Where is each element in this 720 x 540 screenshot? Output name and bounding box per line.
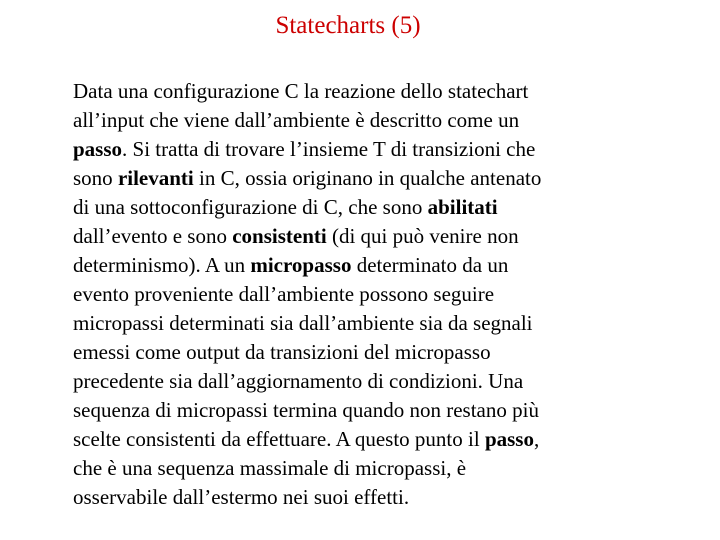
text-segment: (di qui può venire non <box>326 224 519 248</box>
text-segment: micropassi determinati sia dall’ambiente sia da segnali <box>73 311 533 335</box>
text-line <box>73 309 541 338</box>
text-line <box>73 280 541 309</box>
text-line <box>73 338 541 367</box>
text-line <box>73 251 541 280</box>
text-segment: emessi come output da transizioni del micropasso <box>73 340 491 364</box>
bold-term: micropasso <box>250 253 352 277</box>
text-segment: . Si tratta di trovare l’insieme T di transizioni che <box>122 137 536 161</box>
text-segment: , <box>533 427 540 451</box>
text-line <box>73 367 541 396</box>
text-segment: osservabile dall’estermo nei suoi effetti. <box>73 485 410 509</box>
text-line <box>73 396 541 425</box>
bold-term: rilevanti <box>117 166 194 190</box>
text-segment: di una sottoconfigurazione di C, che sono <box>73 195 428 219</box>
text-line <box>73 425 541 454</box>
slide-body <box>73 77 541 512</box>
text-segment: Data una configurazione C la reazione dello statechart <box>73 79 529 103</box>
bold-term: consistenti <box>232 224 327 248</box>
text-segment: precedente sia dall’aggiornamento di condizioni. Una <box>73 369 524 393</box>
text-line <box>73 164 541 193</box>
text-segment: determinismo). A un <box>73 253 251 277</box>
bold-term: passo <box>73 137 123 161</box>
text-segment: all’input che viene dall’ambiente è descritto come un <box>73 108 520 132</box>
text-segment: dall’evento e sono <box>73 224 233 248</box>
text-line <box>73 135 541 164</box>
text-segment: sequenza di micropassi termina quando non restano più <box>73 398 539 422</box>
slide-title: Statecharts (5) <box>275 12 421 39</box>
text-line <box>73 483 541 512</box>
text-line <box>73 193 541 222</box>
text-line <box>73 77 541 106</box>
text-segment: sono <box>73 166 118 190</box>
text-line <box>73 454 541 483</box>
bold-term: passo <box>484 427 534 451</box>
text-segment: scelte consistenti da effettuare. A questo punto il <box>73 427 485 451</box>
text-line <box>73 222 541 251</box>
text-segment: in C, ossia originano in qualche antenato <box>193 166 542 190</box>
bold-term: abilitati <box>427 195 498 219</box>
text-segment: determinato da un <box>351 253 509 277</box>
text-segment: che è una sequenza massimale di micropassi, è <box>73 456 467 480</box>
text-line <box>73 106 541 135</box>
text-segment: evento proveniente dall’ambiente possono seguire <box>73 282 495 306</box>
